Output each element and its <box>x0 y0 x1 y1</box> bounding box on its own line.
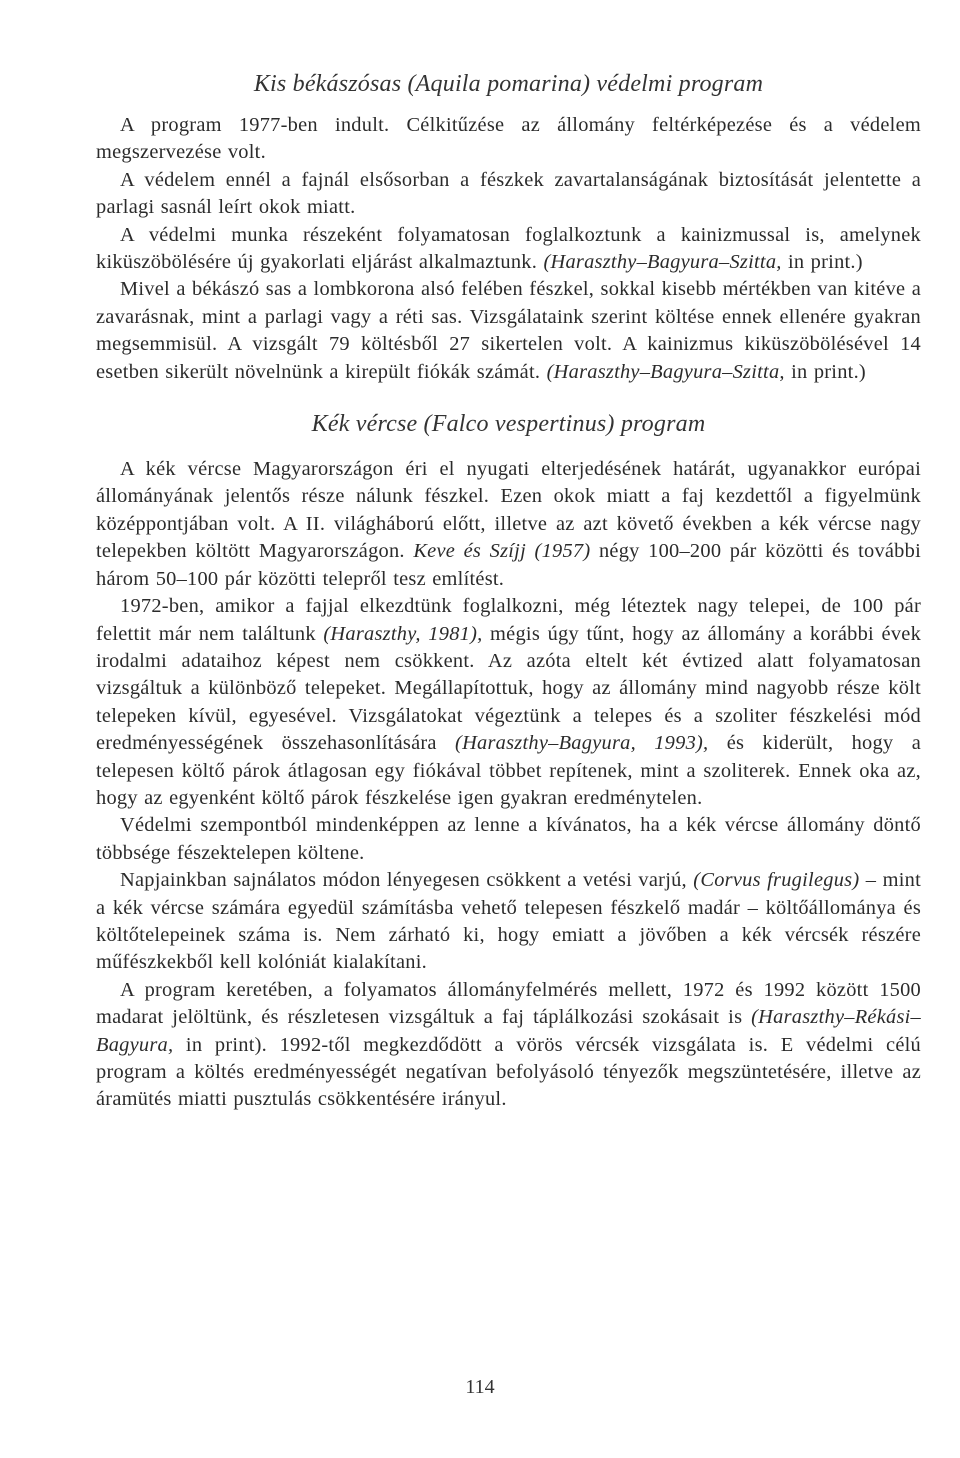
paragraph-text: A program 1977-ben indult. Célkitűzése az állomány feltérképezése és a védelem megszervezése volt. <box>96 114 921 164</box>
citation: Keve és Szíjj (1957) <box>413 540 591 563</box>
paragraph-text: in print.) <box>784 360 866 383</box>
paragraph-text: 1972-ben, amikor a fajjal elkezdtünk foglalkozni, még léteztek nagy telepei, de 100 pár felettit már nem találtunk <box>96 595 921 645</box>
paragraph-text: A program keretében, a folyamatos állományfelmérés mellett, 1972 és 1992 között 1500 madarat jelöltünk, és részletesen vizsgáltuk a faj táplálkozási szokásait is <box>96 978 921 1029</box>
citation: (Haraszthy, 1981), <box>323 622 483 645</box>
citation: (Haraszthy–Bagyura–Szitta, <box>543 251 782 274</box>
paragraph-text: Mivel a békászó sas a lombkorona alsó felében fészkel, sokkal kisebb mértékben van kitéve a zavarásnak, mint a parlagi vagy a réti sas. Vizsgálataink szerint költése ennek ellenére gyakran megsemmisül. A vizsgált 79 költésből 27 sikertelen volt. A kainizmus kiküszöbölésével 14 esetben sikerült növelnünk a kirepült fiókák számát. <box>96 278 921 383</box>
paragraph <box>96 222 921 277</box>
paragraph-text: négy 100–200 pár közötti és további három 50–100 pár közötti telepről tesz említést. <box>96 540 921 590</box>
paragraph <box>96 276 921 386</box>
citation: (Haraszthy–Bagyura–Szitta, <box>546 360 785 383</box>
paragraph-text: A kék vércse Magyarországon éri el nyugati elterjedésének határát, ugyanakkor európai állományának jelentős része nálunk fészkel. Ezen okok miatt a faj kezdettől a figyelmünk középpontjában volt. A II. világháború előtt, illetve az azt követő években a kék vércse nagy telepekben költött Magyarországon. <box>96 458 921 563</box>
paragraph-text: Védelmi szempontból mindenképpen az lenne a kívánatos, ha a kék vércse állomány döntő többsége fészektelepen költene. <box>96 814 921 864</box>
paragraph-text: Napjainkban sajnálatos módon lényegesen csökkent a vetési varjú, <box>120 869 694 892</box>
paragraph <box>96 456 921 593</box>
citation: (Haraszthy–Rékási–Bagyura, <box>96 1006 921 1056</box>
paragraph-text: A védelmi munka részeként folyamatosan foglalkoztunk a kainizmussal is, amelynek kiküszöbölésére új gyakorlati eljárást alkalmaztunk. <box>96 223 921 274</box>
section-title-red-footed-falcon: Kék vércse (Falco vespertinus) program <box>311 411 706 438</box>
paragraph <box>96 812 921 867</box>
paragraph <box>96 867 921 977</box>
paragraph <box>96 112 921 167</box>
paragraph-text: mégis úgy tűnt, hogy az állomány a korábbi évek irodalmi adataihoz képest nem csökkent. Az azóta eltelt két évtized alatt folyamatosan vizsgáltuk a különböző telepeket. Megállapítottuk, hogy az állomány mind nagyobb része költ telepeken kívül, egyesével. Vizsgálatokat végeztünk a telepes és a szoliter fészkelési mód eredményességének összehasonlítására <box>96 622 922 755</box>
citation: (Haraszthy–Bagyura, 1993), <box>455 732 709 755</box>
paragraph-text: – mint a kék vércse számára egyedül számításba vehető telepesen fészkelő madár – költőállománya és költőtelepeinek száma is. Nem zárható ki, hogy emiatt a jövőben a kék vércsék részére műfészkekből kell kolóniát kialakítani. <box>96 869 922 974</box>
section-title-lesser-spotted-eagle: Kis békászósas (Aquila pomarina) védelmi program <box>253 71 764 97</box>
paragraph <box>96 977 921 1114</box>
citation: (Corvus frugilegus) <box>693 869 860 892</box>
paragraph <box>96 593 921 812</box>
paragraph-text: és kiderült, hogy a telepesen költő párok átlagosan egy fiókával többet repítenek, mint a szoliterek. Ennek oka az, hogy az egyenként költő párok fészkelése igen gyakran eredménytelen. <box>96 732 921 809</box>
paragraph-text: in print). 1992-től megkezdődött a vörös vércsék vizsgálata is. E védelmi célú program a költés eredményességét negatívan befolyásoló tényezők megszüntetésére, illetve az áramütés miatti pusztulás csökkentésére irányul. <box>96 1033 921 1111</box>
paragraph-text: A védelem ennél a fajnál elsősorban a fészkek zavartalanságának biztosítását jelentette a parlagi sasnál leírt okok miatt. <box>96 168 921 219</box>
paragraph-text: in print.) <box>781 251 863 274</box>
page-number: 114 <box>465 1376 495 1398</box>
paragraph <box>96 167 921 222</box>
document-page <box>96 62 921 1114</box>
